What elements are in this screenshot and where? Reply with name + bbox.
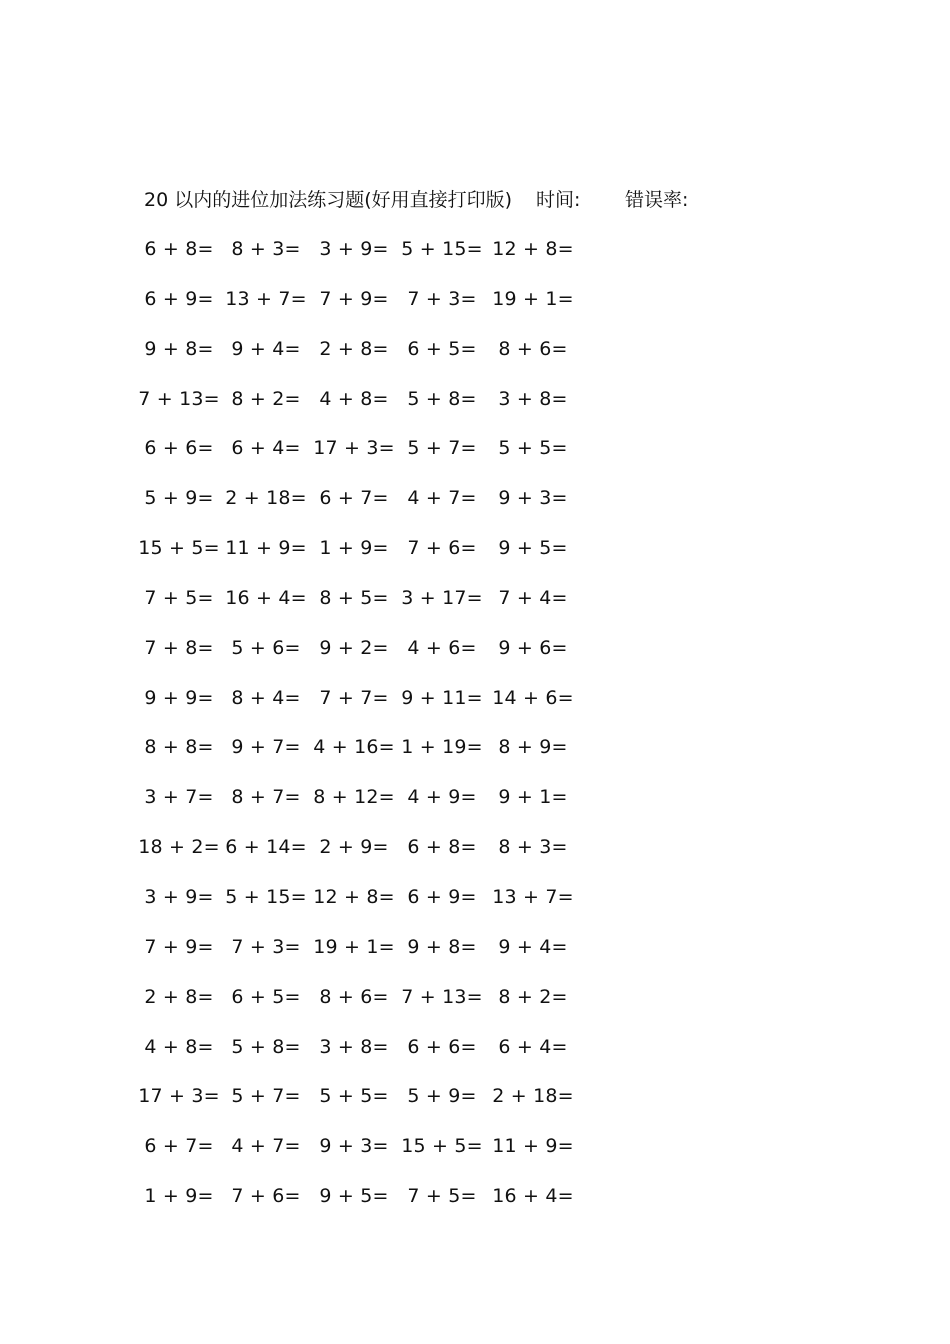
addition-problem: 12 + 8=: [492, 238, 574, 260]
addition-problem: 11 + 9=: [225, 537, 307, 560]
addition-problem: 8 + 3=: [231, 238, 301, 260]
time-label: 时间:: [536, 189, 581, 211]
addition-problem: 9 + 2=: [319, 636, 389, 659]
addition-problem: 9 + 8=: [144, 337, 214, 360]
problem-row: [143, 234, 603, 284]
addition-problem: 7 + 8=: [144, 636, 214, 659]
addition-problem: 7 + 9=: [144, 935, 214, 958]
addition-problem: 12 + 8=: [313, 885, 395, 908]
addition-problem: 5 + 7=: [407, 437, 477, 460]
addition-problem: 9 + 3=: [319, 1135, 389, 1158]
addition-problem: 6 + 9=: [144, 287, 214, 310]
addition-problem: 8 + 6=: [319, 985, 389, 1008]
problem-row: [143, 334, 603, 384]
problem-row: [143, 683, 603, 733]
addition-problem: 4 + 7=: [231, 1135, 301, 1158]
addition-problem: 7 + 4=: [498, 586, 568, 609]
addition-problem: 7 + 5=: [144, 586, 214, 609]
problem-grid: [138, 234, 603, 1231]
addition-problem: 4 + 7=: [407, 487, 477, 510]
addition-problem: 5 + 15=: [225, 885, 307, 908]
addition-problem: 19 + 1=: [492, 287, 574, 310]
addition-problem: 6 + 4=: [231, 437, 301, 460]
addition-problem: 4 + 6=: [407, 636, 477, 659]
addition-problem: 6 + 9=: [407, 885, 477, 908]
addition-problem: 15 + 5=: [401, 1135, 483, 1158]
addition-problem: 2 + 18=: [225, 487, 307, 510]
addition-problem: 5 + 8=: [231, 1035, 301, 1058]
addition-problem: 2 + 18=: [492, 1085, 574, 1108]
problem-row: [143, 1181, 603, 1231]
addition-problem: 9 + 3=: [498, 487, 568, 510]
addition-problem: 5 + 5=: [498, 437, 568, 460]
addition-problem: 11 + 9=: [492, 1135, 574, 1158]
addition-problem: 9 + 6=: [498, 636, 568, 659]
addition-problem: 3 + 17=: [401, 586, 483, 609]
addition-problem: 13 + 7=: [492, 885, 574, 908]
addition-problem: 6 + 8=: [407, 836, 477, 859]
addition-problem: 17 + 3=: [313, 437, 395, 460]
addition-problem: 16 + 4=: [225, 586, 307, 609]
problem-row: [143, 583, 603, 633]
addition-problem: 3 + 8=: [319, 1035, 389, 1058]
addition-problem: 8 + 2=: [231, 387, 301, 410]
problem-row: [143, 284, 603, 334]
addition-problem: 9 + 1=: [498, 786, 568, 809]
addition-problem: 4 + 16=: [313, 736, 395, 759]
addition-problem: 2 + 8=: [319, 337, 389, 360]
addition-problem: 16 + 4=: [492, 1185, 574, 1208]
addition-problem: 7 + 3=: [231, 935, 301, 958]
addition-problem: 6 + 6=: [144, 437, 214, 460]
addition-problem: 8 + 2=: [498, 985, 568, 1008]
addition-problem: 8 + 8=: [144, 736, 214, 759]
problem-row: [138, 832, 603, 882]
worksheet-title: 20 以内的进位加法练习题(好用直接打印版): [144, 189, 513, 211]
problem-row: [143, 782, 603, 832]
problem-row: [143, 483, 603, 533]
addition-problem: 8 + 4=: [231, 686, 301, 709]
addition-problem: 6 + 5=: [407, 337, 477, 360]
addition-problem: 15 + 5=: [138, 537, 220, 560]
addition-problem: 9 + 7=: [231, 736, 301, 759]
addition-problem: 8 + 5=: [319, 586, 389, 609]
addition-problem: 18 + 2=: [138, 836, 220, 859]
addition-problem: 7 + 9=: [319, 287, 389, 310]
addition-problem: 7 + 6=: [231, 1185, 301, 1208]
problem-row: [143, 633, 603, 683]
problem-row: [138, 384, 603, 434]
addition-problem: 7 + 13=: [401, 985, 483, 1008]
addition-problem: 9 + 5=: [498, 537, 568, 560]
problem-row: [138, 533, 603, 583]
addition-problem: 8 + 9=: [498, 736, 568, 759]
addition-problem: 3 + 8=: [498, 387, 568, 410]
addition-problem: 6 + 7=: [144, 1135, 214, 1158]
addition-problem: 7 + 13=: [138, 387, 220, 410]
addition-problem: 13 + 7=: [225, 287, 307, 310]
addition-problem: 19 + 1=: [313, 935, 395, 958]
addition-problem: 1 + 19=: [401, 736, 483, 759]
problem-row: [143, 433, 603, 483]
addition-problem: 6 + 5=: [231, 985, 301, 1008]
worksheet-header: [144, 186, 864, 214]
problem-row: [143, 982, 603, 1032]
addition-problem: 2 + 9=: [319, 836, 389, 859]
addition-problem: 5 + 5=: [319, 1085, 389, 1108]
addition-problem: 4 + 9=: [407, 786, 477, 809]
addition-problem: 5 + 8=: [407, 387, 477, 410]
addition-problem: 5 + 7=: [231, 1085, 301, 1108]
addition-problem: 7 + 3=: [407, 287, 477, 310]
addition-problem: 8 + 3=: [498, 836, 568, 859]
addition-problem: 9 + 4=: [498, 935, 568, 958]
addition-problem: 7 + 5=: [407, 1185, 477, 1208]
addition-problem: 4 + 8=: [144, 1035, 214, 1058]
addition-problem: 7 + 6=: [407, 537, 477, 560]
addition-problem: 5 + 15=: [401, 238, 483, 260]
addition-problem: 3 + 9=: [144, 885, 214, 908]
addition-problem: 6 + 6=: [407, 1035, 477, 1058]
addition-problem: 5 + 9=: [407, 1085, 477, 1108]
error-rate-label: 错误率:: [625, 189, 689, 211]
problem-row: [143, 1131, 603, 1181]
addition-problem: 6 + 8=: [144, 238, 214, 260]
addition-problem: 1 + 9=: [319, 537, 389, 560]
addition-problem: 4 + 8=: [319, 387, 389, 410]
addition-problem: 8 + 7=: [231, 786, 301, 809]
addition-problem: 6 + 7=: [319, 487, 389, 510]
addition-problem: 8 + 12=: [313, 786, 395, 809]
addition-problem: 3 + 7=: [144, 786, 214, 809]
problem-row: [143, 932, 603, 982]
addition-problem: 9 + 4=: [231, 337, 301, 360]
addition-problem: 8 + 6=: [498, 337, 568, 360]
addition-problem: 5 + 6=: [231, 636, 301, 659]
problem-row: [143, 1032, 603, 1082]
addition-problem: 9 + 11=: [401, 686, 483, 709]
addition-problem: 6 + 4=: [498, 1035, 568, 1058]
addition-problem: 9 + 8=: [407, 935, 477, 958]
addition-problem: 7 + 7=: [319, 686, 389, 709]
addition-problem: 2 + 8=: [144, 985, 214, 1008]
problem-row: [143, 882, 603, 932]
addition-problem: 9 + 9=: [144, 686, 214, 709]
addition-problem: 5 + 9=: [144, 487, 214, 510]
addition-problem: 9 + 5=: [319, 1185, 389, 1208]
problem-row: [143, 732, 603, 782]
addition-problem: 1 + 9=: [144, 1185, 214, 1208]
addition-problem: 6 + 14=: [225, 836, 307, 859]
addition-problem: 3 + 9=: [319, 238, 389, 260]
problem-row: [138, 1081, 603, 1131]
addition-problem: 14 + 6=: [492, 686, 574, 709]
addition-problem: 17 + 3=: [138, 1085, 220, 1108]
